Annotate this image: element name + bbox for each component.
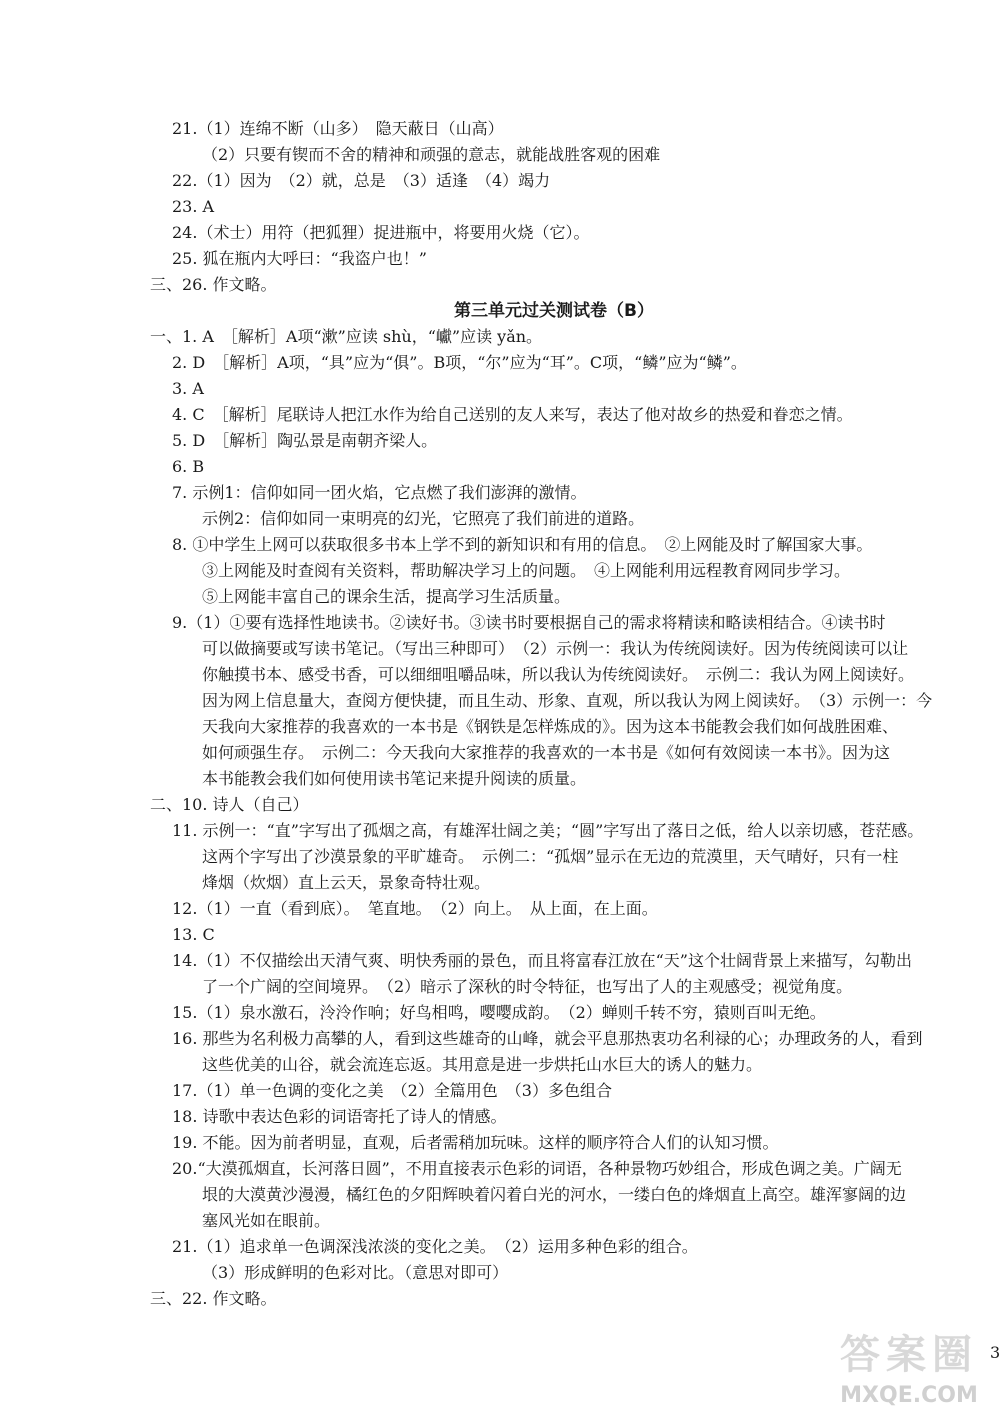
answer-line: 二、10. 诗人（自己）	[150, 795, 309, 814]
answer-line: ③上网能及时查阅有关资料，帮助解决学习上的问题。 ④上网能利用远程教育网同步学习。	[202, 561, 851, 580]
answer-line: 示例2：信仰如同一束明亮的幻光，它照亮了我们前进的道路。	[202, 509, 645, 528]
answer-line: 你触摸书本、感受书香，可以细细咀嚼品味，所以我认为传统阅读好。 示例二：我认为网上阅读好。	[202, 665, 915, 684]
answer-line: 5. D ［解析］陶弘景是南朝齐梁人。	[172, 431, 438, 450]
answer-line: 9.（1）①要有选择性地读书。②读好书。③读书时要根据自己的需求将精读和略读相结合。④读书时	[172, 613, 886, 632]
answer-line: 23. A	[172, 197, 215, 216]
answer-line: 天我向大家推荐的我喜欢的一本书是《钢铁是怎样炼成的》。因为这本书能教会我们如何战胜困难、	[202, 717, 899, 736]
answer-line: 18. 诗歌中表达色彩的词语寄托了诗人的情感。	[172, 1107, 507, 1126]
answer-line: 13. C	[172, 925, 215, 944]
answer-line: （3）形成鲜明的色彩对比。（意思对即可）	[202, 1263, 509, 1282]
answer-line: 8. ①中学生上网可以获取很多书本上学不到的新知识和有用的信息。 ②上网能及时了解国家大事。	[172, 535, 873, 554]
answer-line: 15.（1）泉水激石，泠泠作响；好鸟相鸣，嘤嘤成韵。 （2）蝉则千转不穷，猿则百叫无绝。	[172, 1003, 826, 1022]
watermark-logo	[818, 1330, 1000, 1413]
answer-line: 3. A	[172, 379, 204, 398]
answer-line: 6. B	[172, 457, 205, 476]
answer-line: 因为网上信息量大，查阅方便快捷，而且生动、形象、直观，所以我认为网上阅读好。 （3）示例一：今	[202, 691, 933, 710]
answer-line: 这两个字写出了沙漠景象的平旷雄奇。 示例二：“孤烟”显示在无边的荒漠里，天气晴好，只有一柱	[202, 847, 899, 866]
answer-line: 22.（1）因为 （2）就，总是 （3）适逢 （4）竭力	[172, 171, 551, 190]
answer-line: 16. 那些为名利极力高攀的人，看到这些雄奇的山峰，就会平息那热衷功名利禄的心；办理政务的人，看到	[172, 1029, 923, 1048]
answer-line: 这些优美的山谷，就会流连忘返。其用意是进一步烘托山水巨大的诱人的魅力。	[202, 1055, 763, 1074]
answer-line: 三、26. 作文略。	[150, 275, 277, 294]
answer-line: （2）只要有锲而不舍的精神和顽强的意志，就能战胜客观的困难	[202, 145, 661, 164]
answer-line: 一、1. A ［解析］A项“漱”应读 shù，“巘”应读 yǎn。	[150, 327, 543, 346]
answer-line: 19. 不能。因为前者明显，直观，后者需稍加玩味。这样的顺序符合人们的认知习惯。	[172, 1133, 779, 1152]
answer-line: 12.（1）一直（看到底）。 笔直地。 （2）向上。 从上面，在上面。	[172, 899, 658, 918]
answer-line: 4. C ［解析］尾联诗人把江水作为给自己送别的友人来写，表达了他对故乡的热爱和眷恋之情。	[172, 405, 853, 424]
page-number: 3	[990, 1343, 1000, 1362]
answer-line: 如何顽强生存。 示例二：今天我向大家推荐的我喜欢的一本书是《如何有效阅读一本书》。因为这	[202, 743, 891, 762]
answer-line: 本书能教会我们如何使用读书笔记来提升阅读的质量。	[202, 769, 587, 788]
watermark-main: 答案圈	[840, 1332, 978, 1378]
answer-line: 11. 示例一：“直”字写出了孤烟之高，有雄浑壮阔之美；“圆”字写出了落日之低，给人以亲切感，苍茫感。	[172, 821, 924, 840]
answer-line: 25. 狐在瓶内大呼曰：“我盗户也！”	[172, 249, 427, 268]
answer-line: 垠的大漠黄沙漫漫，橘红色的夕阳辉映着闪着白光的河水，一缕白色的烽烟直上高空。雄浑寥阔的边	[202, 1185, 907, 1204]
watermark-sub: MXQE.COM	[840, 1383, 978, 1408]
answer-line: 7. 示例1：信仰如同一团火焰，它点燃了我们澎湃的激情。	[172, 483, 587, 502]
answer-line: 21.（1）追求单一色调深浅浓淡的变化之美。 （2）运用多种色彩的组合。	[172, 1237, 698, 1256]
answer-line: 了一个广阔的空间境界。 （2）暗示了深秋的时令特征，也写出了人的主观感受；视觉角度。	[202, 977, 853, 996]
answer-line: 14.（1）不仅描绘出天清气爽、明快秀丽的景色，而且将富春江放在“天”这个壮阔背景上来描写，勾勒出	[172, 951, 912, 970]
answer-line: 20.“大漠孤烟直，长河落日圆”，不用直接表示色彩的词语，各种景物巧妙组合，形成色调之美。广阔无	[172, 1159, 902, 1178]
answer-line: 17.（1）单一色调的变化之美 （2）全篇用色 （3）多色组合	[172, 1081, 612, 1100]
answer-line: 24.（术士）用符（把狐狸）捉进瓶中，将要用火烧（它）。	[172, 223, 590, 242]
answer-line: 21.（1）连绵不断（山多） 隐天蔽日（山高）	[172, 119, 504, 138]
answer-line: 2. D ［解析］A项，“具”应为“俱”。B项，“尔”应为“耳”。C项，“鳞”应为“鳞”。	[172, 353, 747, 372]
section-title: 第三单元过关测试卷（B）	[454, 301, 654, 321]
answer-line: 塞风光如在眼前。	[202, 1211, 331, 1230]
answer-content	[150, 116, 958, 1312]
answer-line: ⑤上网能丰富自己的课余生活，提高学习生活质量。	[202, 587, 571, 606]
answer-line: 烽烟（炊烟）直上云天，景象奇特壮观。	[202, 873, 491, 892]
answer-line: 可以做摘要或写读书笔记。（写出三种即可） （2）示例一：我认为传统阅读好。因为传统阅读可以让	[202, 639, 909, 658]
answer-line: 三、22. 作文略。	[150, 1289, 277, 1308]
